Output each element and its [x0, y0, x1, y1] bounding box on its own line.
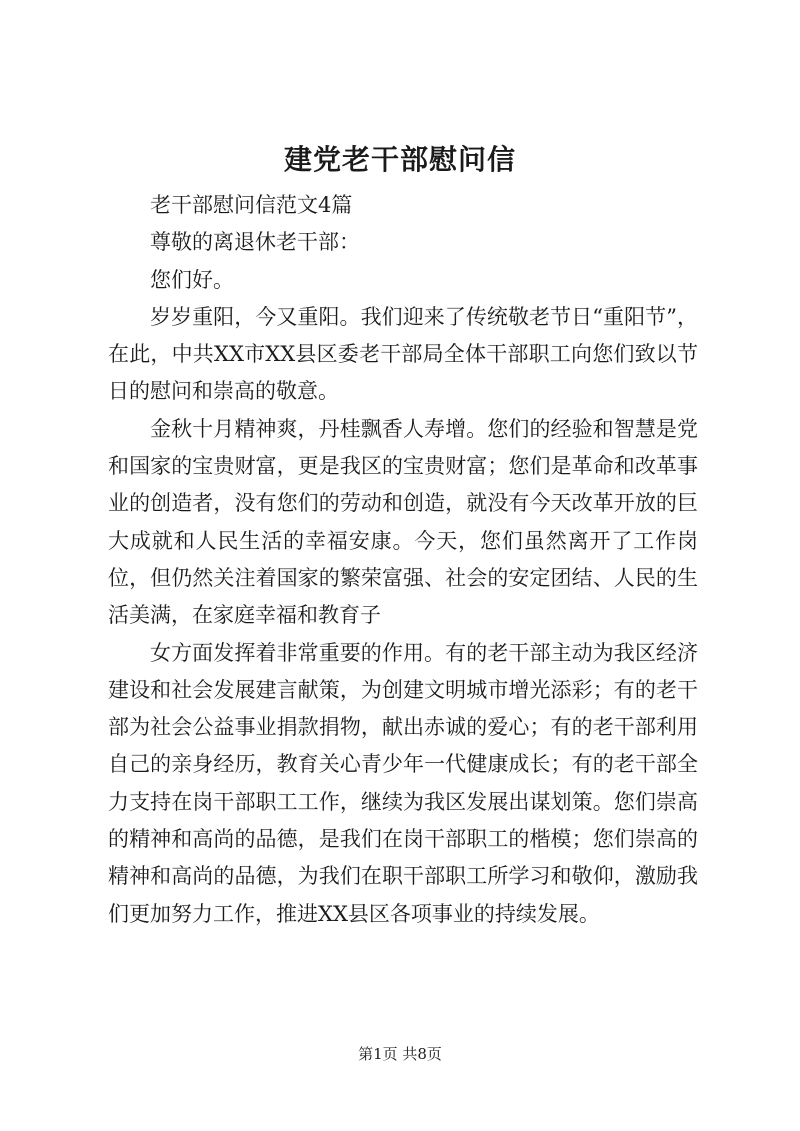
subtitle-paragraph: 老干部慰问信范文4篇 [150, 193, 353, 217]
document-body [108, 187, 698, 933]
body-paragraph: 岁岁重阳，今又重阳。我们迎来了传统敬老节日“重阳节”，在此，中共XX市XX县区委老干部局全体干部职工向您们致以节日的慰问和崇高的敬意。 [108, 304, 698, 404]
page-number-footer: 第1页 共8页 [358, 1045, 442, 1063]
body-paragraph: 女方面发挥着非常重要的作用。有的老干部主动为我区经济建设和社会发展建言献策，为创建文明城市增光添彩；有的老干部为社会公益事业捐款捐物，献出赤诚的爱心；有的老干部利用自己的亲身经历，教育关心青少年一代健康成长；有的老干部全力支持在岗干部职工工作，继续为我区发展出谋划策。您们崇高的精神和高尚的品德，是我们在岗干部职工的楷模；您们崇高的精神和高尚的品德，为我们在职干部职工所学习和敬仰，激励我们更加努力工作，推进XX县区各项事业的持续发展。 [108, 640, 698, 926]
salutation-paragraph: 尊敬的离退休老干部： [150, 230, 360, 255]
greeting-paragraph: 您们好。 [150, 267, 234, 292]
body-paragraph: 金秋十月精神爽，丹桂飘香人寿增。您们的经验和智慧是党和国家的宝贵财富，更是我区的宝贵财富；您们是革命和改革事业的创造者，没有您们的劳动和创造，就没有今天改革开放的巨大成就和人民生活的幸福安康。今天，您们虽然离开了工作岗位，但仍然关注着国家的繁荣富强、社会的安定团结、人民的生活美满，在家庭幸福和教育子 [108, 416, 698, 628]
document-title: 建党老干部慰问信 [283, 143, 516, 176]
